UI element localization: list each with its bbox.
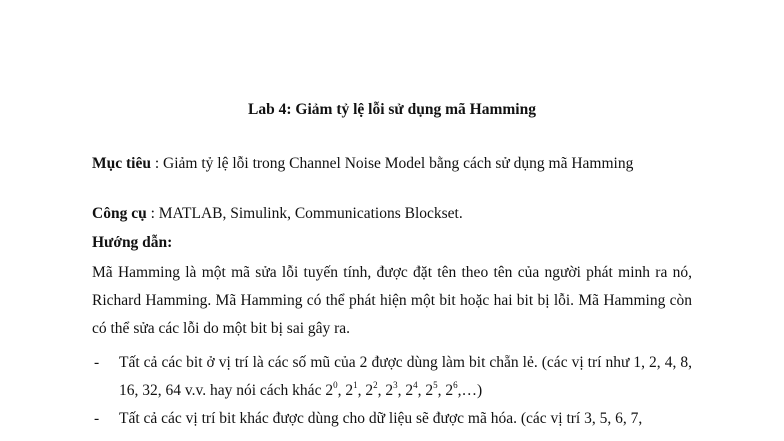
page-title: Lab 4: Giảm tỷ lệ lỗi sử dụng mã Hamming	[248, 101, 536, 118]
power-base: 2	[405, 382, 414, 399]
power-term	[345, 379, 366, 399]
bullet-dash: -	[94, 354, 100, 371]
power-exponent: 2	[373, 379, 378, 390]
power-term	[385, 379, 406, 399]
guide-heading: Hướng dẫn:	[92, 234, 173, 251]
objective-label: Mục tiêu	[92, 155, 151, 172]
tools-paragraph	[92, 204, 692, 224]
bullet-item-parity	[92, 349, 692, 405]
power-base: 2	[425, 382, 434, 399]
power-separator: ,	[377, 382, 386, 399]
power-term	[325, 379, 346, 399]
bullet-dash: -	[94, 410, 100, 427]
tools-text: : MATLAB, Simulink, Communications Blockset.	[146, 205, 463, 222]
power-separator: ,…)	[457, 382, 483, 399]
power-exponent: 0	[333, 379, 338, 390]
power-separator: ,	[397, 382, 406, 399]
power-separator: ,	[437, 382, 446, 399]
power-separator: ,	[337, 382, 346, 399]
power-separator: ,	[417, 382, 426, 399]
bullet-list	[92, 349, 692, 433]
power-exponent: 3	[393, 379, 398, 390]
bullet-item-data	[92, 405, 692, 433]
power-base: 2	[445, 382, 454, 399]
bullet-text: Tất cả các bit ở vị trí là các số mũ của 2 được dùng làm bit chẵn lẻ. (các vị trí như 1, 2, 4, 8, 16, 32, 64 v.v. hay nói cách khác	[119, 354, 692, 399]
power-exponent: 4	[413, 379, 418, 390]
power-base: 2	[325, 382, 334, 399]
power-exponent: 1	[353, 379, 358, 390]
power-term	[445, 379, 483, 399]
power-separator: ,	[357, 382, 366, 399]
power-base: 2	[385, 382, 394, 399]
objective-paragraph	[92, 154, 692, 174]
power-base: 2	[365, 382, 374, 399]
tools-label: Công cụ	[92, 205, 147, 222]
power-exponent: 5	[433, 379, 438, 390]
power-base: 2	[345, 382, 354, 399]
bullet-text: Tất cả các vị trí bit khác được dùng cho dữ liệu sẽ được mã hóa. (các vị trí 3, 5, 6, 7,	[119, 410, 643, 427]
objective-text: : Giảm tỷ lệ lỗi trong Channel Noise Model bằng cách sử dụng mã Hamming	[150, 155, 634, 172]
power-exponent: 6	[453, 379, 458, 390]
intro-paragraph: Mã Hamming là một mã sửa lỗi tuyến tính, được đặt tên theo tên của người phát minh ra nó, Richard Hamming. Mã Hamming có thể phát hiện một bit hoặc hai bit bị lỗi. Mã Hamming còn có thể sửa các lỗi do một bit bị sai gây ra.	[92, 264, 692, 337]
power-term	[365, 379, 386, 399]
power-term	[405, 379, 426, 399]
power-term	[425, 379, 446, 399]
